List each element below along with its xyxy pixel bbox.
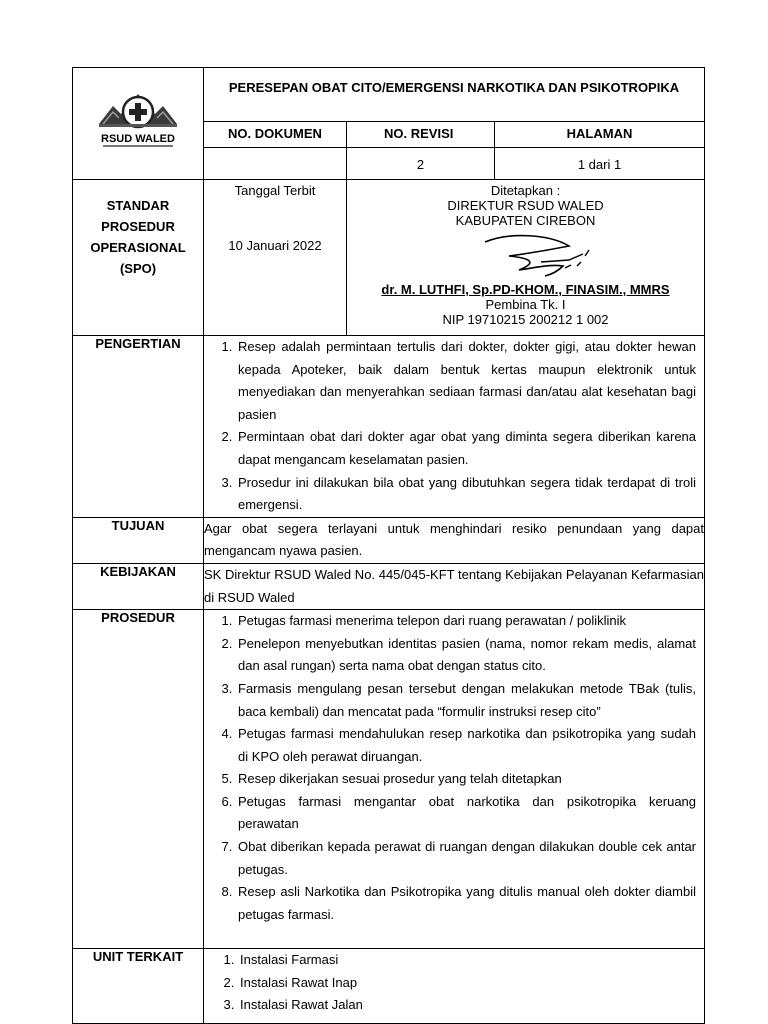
direktur-name: dr. M. LUTHFI, Sp.PD-KHOM., FINASIM., MMRS [381,282,670,297]
list-item: 8. Resep asli Narkotika dan Psikotropika yang ditulis manual oleh dokter diambil petugas farmasi. [236,881,696,926]
kebijakan-text: SK Direktur RSUD Waled No. 445/045-KFT tentang Kebijakan Pelayanan Kefarmasian di RSUD Waled [204,563,705,609]
list-item: 4. Petugas farmasi mendahulukan resep narkotika dan psikotropika yang sudah di KPO oleh perawat diruangan. [236,723,696,768]
list-item: 2. Permintaan obat dari dokter agar obat yang diminta segera diberikan karena dapat mengancam keselamatan pasien. [236,426,696,471]
logo-text: RSUD WALED [101,133,175,145]
no-dokumen-value [204,148,347,180]
list-item: 3. Instalasi Rawat Jalan [238,994,696,1017]
no-revisi-value: 2 [347,148,495,180]
list-item: 1. Petugas farmasi menerima telepon dari ruang perawatan / poliklinik [236,610,696,633]
tujuan-text: Agar obat segera terlayani untuk menghindari resiko penundaan yang dapat mengancam nyawa pasien. [204,517,705,563]
kabupaten-title: KABUPATEN CIREBON [455,213,596,228]
list-item: 6. Petugas farmasi mengantar obat narkotika dan psikotropika keruang perawatan [236,791,696,836]
rsud-waled-logo [91,84,185,150]
prosedur-label: PROSEDUR [73,610,204,949]
list-item: 2. Penelepon menyebutkan identitas pasien (nama, nomor rekam medis, alamat dan asal rungan) serta nama obat dengan status cito. [236,633,696,678]
spo-label-cell [73,180,204,336]
penetapan-cell [347,180,705,336]
direktur-rank: Pembina Tk. I [485,297,566,312]
logo-cell [73,68,204,180]
list-item: 3. Farmasis mengulang pesan tersebut dengan melakukan metode TBak (tulis, baca kembali) dan mencatat pada “formulir instruksi resep cito” [236,678,696,723]
signature-image [479,232,599,278]
list-item: 5. Resep dikerjakan sesuai prosedur yang telah ditetapkan [236,768,696,791]
spo-document-table [72,67,705,1024]
direktur-title: DIREKTUR RSUD WALED [447,198,604,213]
tanggal-terbit-label: Tanggal Terbit [234,183,316,198]
prosedur-list [204,610,704,926]
list-item: 7. Obat diberikan kepada perawat di ruangan dengan dilakukan double cek antar petugas. [236,836,696,881]
halaman-value: 1 dari 1 [495,148,705,180]
tanggal-terbit-cell [204,180,347,336]
pengertian-list [204,336,704,517]
unit-terkait-label: UNIT TERKAIT [73,949,204,1024]
document-title: PERESEPAN OBAT CITO/EMERGENSI NARKOTIKA DAN PSIKOTROPIKA [204,68,705,122]
col-header-halaman: HALAMAN [495,122,705,148]
pengertian-label: PENGERTIAN [73,336,204,518]
tujuan-label: TUJUAN [73,517,204,563]
col-header-revisi: NO. REVISI [347,122,495,148]
list-item: 1. Resep adalah permintaan tertulis dari dokter, dokter gigi, atau dokter hewan kepada Apoteker, baik dalam bentuk kertas maupun elektronik untuk menyediakan dan menyerahkan sediaan farmasi dan/atau alat kesehatan bagi pasien [236,336,696,426]
list-item: 3. Prosedur ini dilakukan bila obat yang dibutuhkan segera tidak terdapat di troli emergensi. [236,472,696,517]
unit-terkait-content [204,949,705,1024]
prosedur-content [204,610,705,949]
pengertian-content [204,336,705,518]
spo-label: STANDAR PROSEDUR OPERASIONAL (SPO) [90,198,186,276]
kebijakan-label: KEBIJAKAN [73,563,204,609]
col-header-dokumen: NO. DOKUMEN [204,122,347,148]
list-item: 2. Instalasi Rawat Inap [238,972,696,995]
list-item: 1. Instalasi Farmasi [238,949,696,972]
tanggal-terbit-value: 10 Januari 2022 [228,238,322,253]
ditetapkan-label: Ditetapkan : [490,183,561,198]
direktur-nip: NIP 19710215 200212 1 002 [442,312,609,327]
unit-terkait-list [204,949,704,1017]
